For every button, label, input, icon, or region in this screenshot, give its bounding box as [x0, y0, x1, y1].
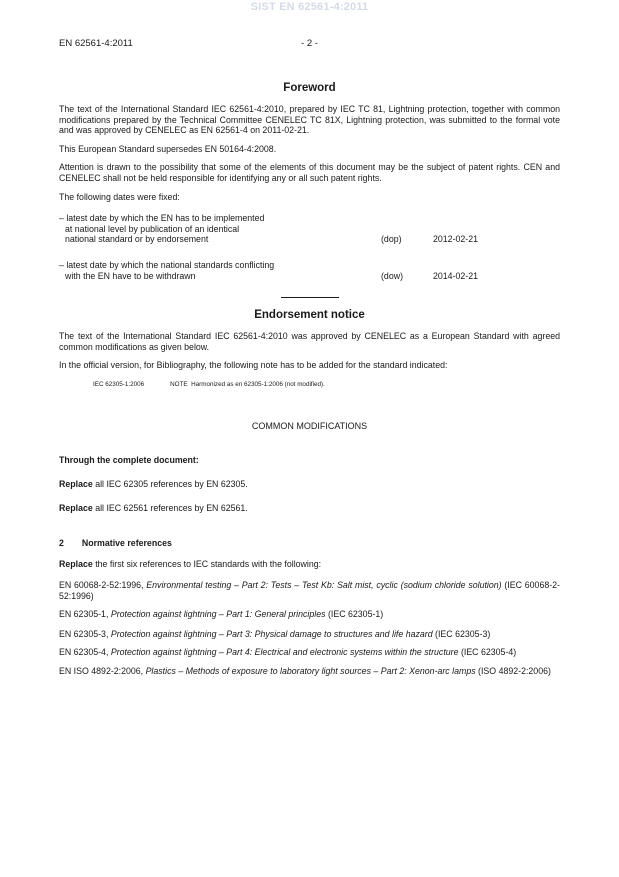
reference-item: EN 62305-3, Protection against lightning – Part 3: Physical damage to structures and life hazard (IEC 62305-3): [59, 628, 491, 639]
date-line: – latest date by which the EN has to be implemented: [59, 213, 265, 224]
section-2-replace: Replace the first six references to IEC standards with the following:: [59, 559, 322, 570]
date-line: at national level by publication of an identical: [65, 223, 240, 234]
date-item-dow: [59, 260, 560, 281]
document-id: EN 62561-4:2011: [59, 38, 133, 49]
through-document-heading: Through the complete document:: [59, 455, 199, 466]
endorsement-para-1: The text of the International Standard IEC 62561-4:2010 was approved by CENELEC as a European Standard with agreed common modifications as given below.: [59, 331, 560, 352]
foreword-para-4: The following dates were fixed:: [59, 191, 180, 202]
date-value: 2014-02-21: [433, 270, 478, 281]
replace-instruction-2: Replace all IEC 62561 references by EN 62561.: [59, 503, 248, 514]
date-line: national standard or by endorsement: [65, 234, 209, 245]
foreword-title: Foreword: [283, 82, 336, 94]
date-line: with the EN have to be withdrawn: [65, 270, 196, 281]
reference-item: EN 62305-4, Protection against lightning – Part 4: Electrical and electronic systems within the structure (IEC 62305-4): [59, 647, 517, 658]
reference-item: EN 62305-1, Protection against lightning – Part 1: General principles (IEC 62305-1): [59, 609, 384, 620]
section-2-heading: 2 Normative references: [59, 537, 172, 548]
common-modifications-title: COMMON MODIFICATIONS: [251, 420, 368, 431]
watermark: SIST EN 62561-4:2011: [250, 1, 369, 13]
endorsement-para-2: In the official version, for Bibliography, the following note has to be added for the standard indicated:: [59, 360, 448, 371]
foreword-para-1: The text of the International Standard IEC 62561-4:2010, prepared by IEC TC 81, Lightning protection, together with common modifications prepared by the Technical Committee CENELEC TC 81X, Lightning protection, was submitted to the formal vote and was approved by CENELEC as EN 62561-4 on 2011-02-21.: [59, 104, 560, 136]
reference-item: EN 60068-2-52:1996, Environmental testing – Part 2: Tests – Test Kb: Salt mist, cyclic (sodium chloride solution) (IEC 60068-2-52:1996): [59, 580, 560, 601]
date-item-dop: [59, 213, 560, 245]
note-text: Harmonized as en 62305-1:2006 (not modified).: [191, 380, 325, 388]
endorsement-title: Endorsement notice: [254, 309, 365, 322]
replace-instruction-1: Replace all IEC 62305 references by EN 62305.: [59, 478, 248, 489]
reference-item: EN ISO 4892-2:2006, Plastics – Methods of exposure to laboratory light sources – Part 2: Xenon-arc lamps (ISO 4892-2:2006): [59, 666, 551, 677]
foreword-para-2: This European Standard supersedes EN 50164-4:2008.: [59, 143, 277, 154]
date-line: – latest date by which the national standards conflicting: [59, 259, 275, 270]
date-abbr: (dow): [381, 270, 403, 281]
date-abbr: (dop): [381, 234, 402, 245]
date-value: 2012-02-21: [433, 234, 478, 245]
dates-list: [59, 213, 560, 281]
page-body: [59, 81, 560, 677]
section-divider: [281, 297, 339, 298]
note-standard: IEC 62305-1:2006: [93, 380, 145, 388]
foreword-para-3: Attention is drawn to the possibility that some of the elements of this document may be the subject of patent rights. CEN and CENELEC shall not be held responsible for identifying any or all such patent rights.: [59, 162, 560, 183]
bibliography-note: [59, 380, 560, 391]
note-label: NOTE: [170, 380, 188, 388]
page-number: - 2 -: [301, 38, 318, 49]
